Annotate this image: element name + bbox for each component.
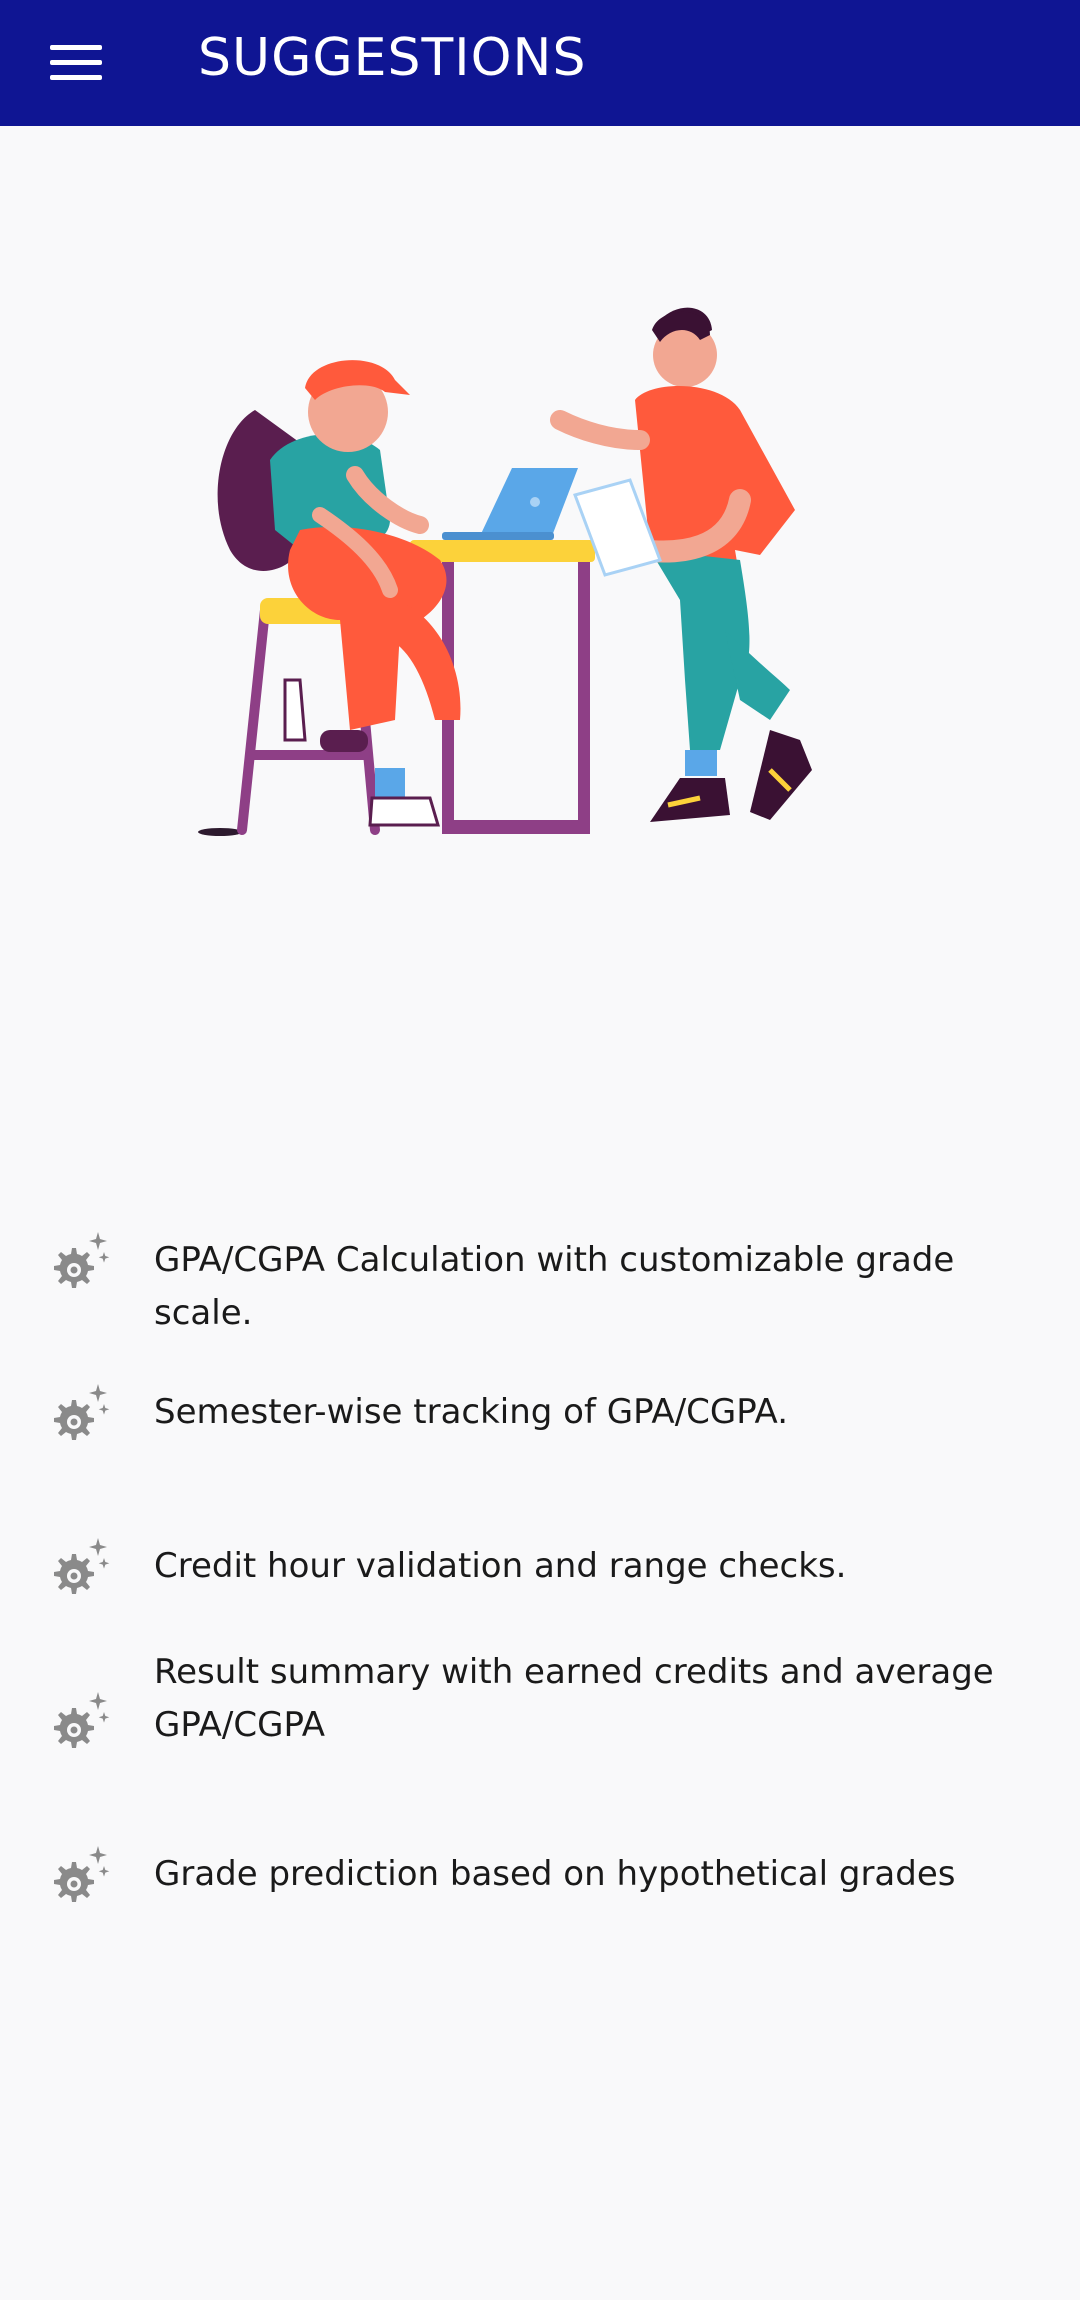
gear-sparkle-icon: [44, 1536, 110, 1602]
feature-item: [0, 1652, 1080, 1810]
gear-sparkle-icon: [44, 1844, 110, 1910]
feature-text: Semester-wise tracking of GPA/CGPA.: [154, 1392, 789, 1432]
feature-item: [0, 1212, 1080, 1352]
gear-sparkle-icon: [44, 1230, 110, 1296]
man-figure: [560, 308, 812, 822]
page-title: SUGGESTIONS: [198, 28, 587, 88]
menu-button[interactable]: [36, 32, 116, 94]
feature-item: [0, 1824, 1080, 1964]
feature-text: Result summary with earned credits and average GPA/CGPA: [154, 1652, 994, 1745]
hamburger-menu-icon: [50, 43, 102, 83]
feature-text: Grade prediction based on hypothetical grades: [154, 1854, 956, 1894]
app-bar: [0, 0, 1080, 126]
students-discussing-illustration: [180, 300, 900, 860]
gear-sparkle-icon: [44, 1382, 110, 1448]
feature-text: Credit hour validation and range checks.: [154, 1546, 847, 1586]
laptop: [442, 468, 578, 540]
feature-item: [0, 1516, 1080, 1656]
feature-item: [0, 1362, 1080, 1502]
feature-text: GPA/CGPA Calculation with customizable grade scale.: [154, 1240, 955, 1333]
gear-sparkle-icon: [44, 1690, 110, 1756]
